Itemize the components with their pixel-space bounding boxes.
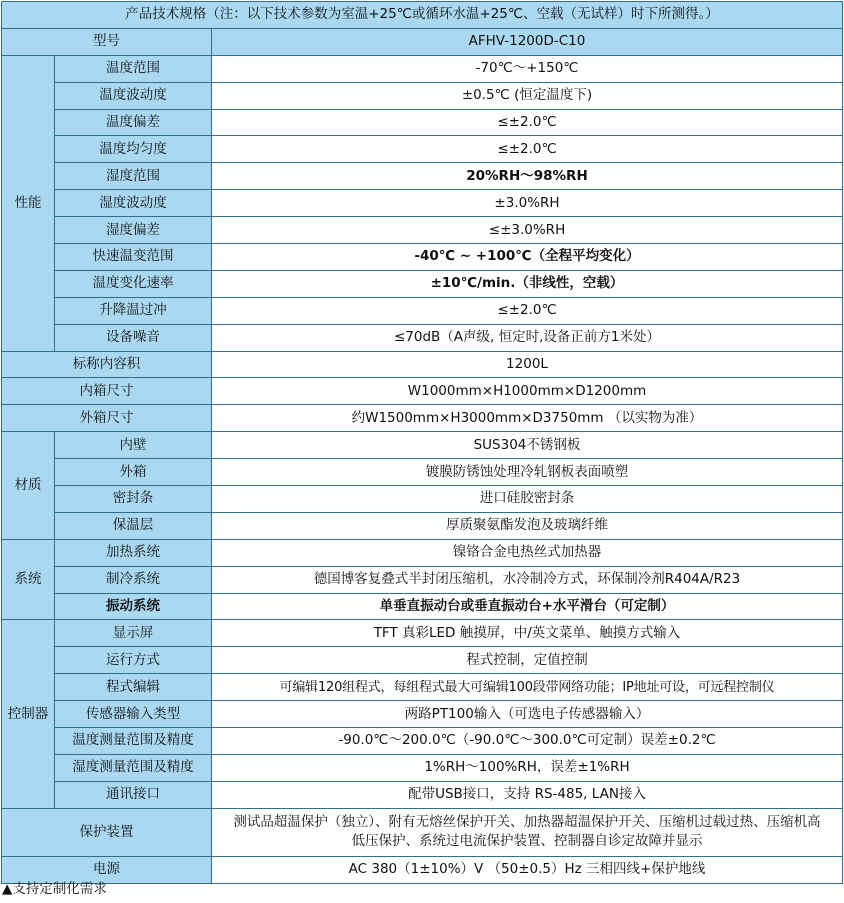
row-label: 显示屏 [55,620,212,647]
protection-label: 保护装置 [2,808,212,856]
row-value: 配带USB接口，支持 RS-485, LAN接入 [212,781,843,808]
row-value: 可编辑120组程式，每组程式最大可编辑100段带网络功能；IP地址可设，可远程控制仪 [212,674,843,701]
row-value: TFT 真彩LED 触摸屏，中/英文菜单、触摸方式输入 [212,620,843,647]
row-value: 德国博客复叠式半封闭压缩机，水冷制冷方式，环保制冷剂R404A/R23 [212,566,843,593]
row-value: -70℃～+150℃ [212,55,843,82]
row-label: 制冷系统 [55,566,212,593]
row-value: ≤±2.0℃ [212,297,843,324]
row-label: 程式编辑 [55,674,212,701]
row-value: ±3.0%RH [212,190,843,217]
group-system: 系统 [2,539,55,620]
row-value: 厚质聚氨酯发泡及玻璃纤维 [212,512,843,539]
row-value: ±0.5℃ (恒定温度下) [212,82,843,109]
volume-value: 1200L [212,351,843,378]
row-value: 进口硅胶密封条 [212,486,843,513]
row-label: 通讯接口 [55,781,212,808]
row-value: 单垂直振动台或垂直振动台+水平滑台（可定制） [212,593,843,620]
row-label: 温度偏差 [55,109,212,136]
row-label: 传感器输入类型 [55,701,212,728]
spec-table [1,1,843,884]
row-value: ≤70dB（A声级, 恒定时,设备正前方1米处） [212,324,843,351]
row-value: 镀膜防锈蚀处理冷轧钢板表面喷塑 [212,459,843,486]
row-label: 快速温变范围 [55,244,212,271]
row-label: 外箱 [55,459,212,486]
row-value: ±10℃/min.（非线性，空载） [212,270,843,297]
footnote: ▲支持定制化需求 [2,881,107,897]
group-material: 材质 [2,432,55,540]
row-label: 湿度范围 [55,163,212,190]
row-label: 湿度测量范围及精度 [55,754,212,781]
row-label: 湿度波动度 [55,190,212,217]
row-value: 20%RH～98%RH [212,163,843,190]
group-controller: 控制器 [2,620,55,808]
inner-size-label: 内箱尺寸 [2,378,212,405]
row-label: 温度均匀度 [55,136,212,163]
outer-size-label: 外箱尺寸 [2,405,212,432]
row-label: 内壁 [55,432,212,459]
table-title: 产品技术规格（注：以下技术参数为室温+25℃或循环水温+25℃、空载（无试样）时下所测得。） [2,2,843,29]
row-value: 两路PT100输入（可选电子传感器输入） [212,701,843,728]
row-label: 升降温过冲 [55,297,212,324]
row-value: -90.0℃～200.0℃（-90.0℃～300.0℃可定制）误差±0.2℃ [212,728,843,755]
row-value: 镍铬合金电热丝式加热器 [212,539,843,566]
row-label: 运行方式 [55,647,212,674]
row-value: SUS304不锈钢板 [212,432,843,459]
row-label: 密封条 [55,486,212,513]
row-label: 温度测量范围及精度 [55,728,212,755]
row-label: 设备噪音 [55,324,212,351]
row-label: 温度范围 [55,55,212,82]
row-label: 保温层 [55,512,212,539]
row-value: ≤±2.0℃ [212,136,843,163]
protection-value: 测试品超温保护（独立）、附有无熔丝保护开关、加热器超温保护开关、压缩机过载过热、压缩机高低压保护、系统过电流保护装置、控制器自诊定故障并显示 [212,808,843,856]
row-label: 湿度偏差 [55,217,212,244]
inner-size-value: W1000mm×H1000mm×D1200mm [212,378,843,405]
group-performance: 性能 [2,55,55,351]
model-value: AFHV-1200D-C10 [212,28,843,55]
row-value: ≤±2.0℃ [212,109,843,136]
outer-size-value: 约W1500mm×H3000mm×D3750mm （以实物为准） [212,405,843,432]
row-label: 温度变化速率 [55,270,212,297]
row-value: ≤±3.0%RH [212,217,843,244]
row-value: 程式控制，定值控制 [212,647,843,674]
power-label: 电源 [2,856,212,883]
row-label: 加热系统 [55,539,212,566]
model-label: 型号 [2,28,212,55]
row-label: 温度波动度 [55,82,212,109]
row-value: 1%RH～100%RH，误差±1%RH [212,754,843,781]
volume-label: 标称内容积 [2,351,212,378]
power-value: AC 380（1±10%）V （50±0.5）Hz 三相四线+保护地线 [212,856,843,883]
row-value: -40℃ ~ +100℃（全程平均变化） [212,244,843,271]
row-label: 振动系统 [55,593,212,620]
